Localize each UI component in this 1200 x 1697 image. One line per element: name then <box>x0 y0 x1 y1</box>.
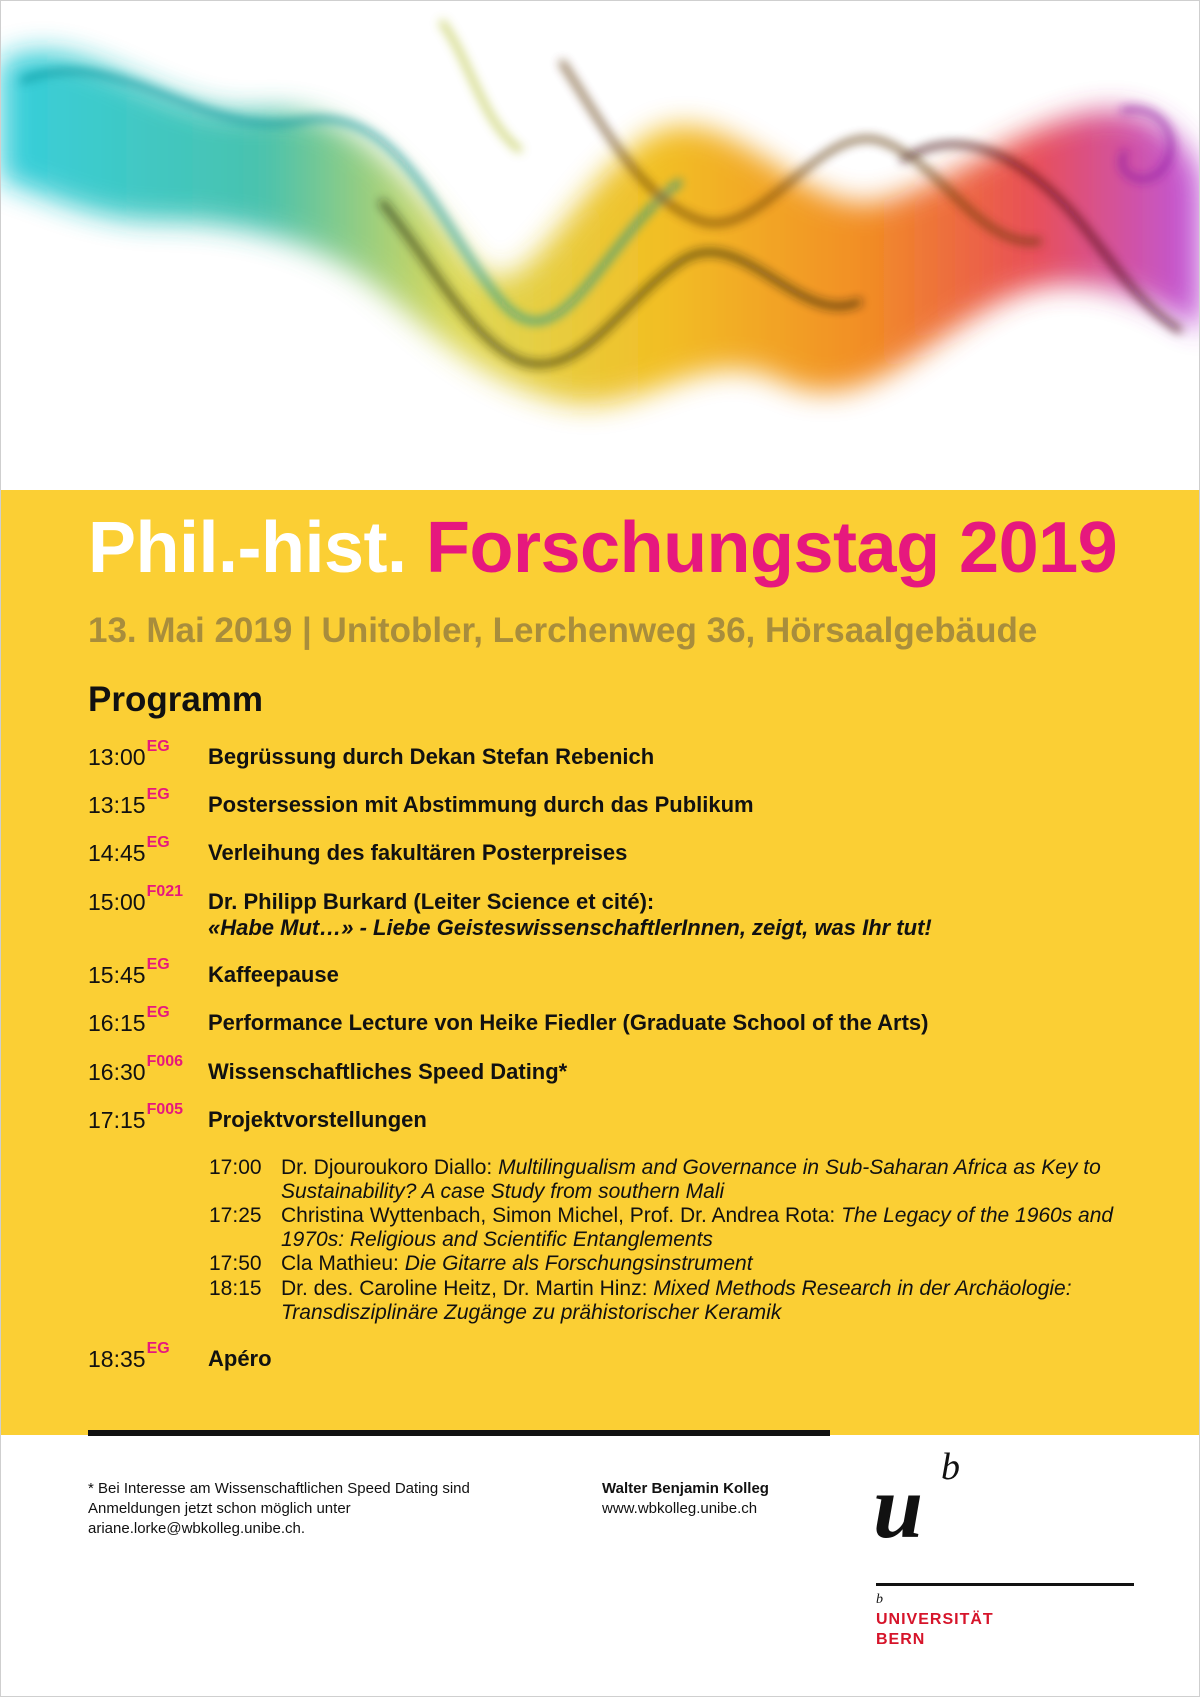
talk-item <box>209 1277 1139 1325</box>
talk-speaker: Dr. des. Caroline Heitz, Dr. Martin Hinz: <box>281 1277 648 1300</box>
talk-title: Die Gitarre als Forschungsinstrument <box>404 1252 753 1275</box>
unibe-logo-b: b <box>941 1446 960 1488</box>
talk-time: 17:25 <box>209 1204 262 1227</box>
talk-time: 18:15 <box>209 1277 262 1300</box>
speed-dating-note: * Bei Interesse am Wissenschaftlichen Speed Dating sind Anmeldungen jetzt schon möglich unter ariane.lorke@wbkolleg.unibe.ch. <box>88 1479 548 1539</box>
talk-speaker: Cla Mathieu: <box>281 1252 399 1275</box>
talk-speaker: Dr. Djouroukoro Diallo: <box>281 1156 493 1179</box>
room-label: EG <box>146 738 170 755</box>
talk-text <box>281 1252 1141 1276</box>
schedule-time: $15:00^{F021}$ <box>88 883 184 915</box>
talk-time: 17:50 <box>209 1252 262 1275</box>
talk-time: 17:00 <box>209 1156 262 1179</box>
schedule-label: Wissenschaftliches Speed Dating* <box>208 1059 568 1084</box>
talk-item <box>209 1156 1139 1204</box>
organizer-name: Walter Benjamin Kolleg <box>602 1480 769 1497</box>
organizer-block <box>602 1479 862 1519</box>
room-label: F006 <box>146 1053 184 1070</box>
schedule-time: $16:30^{F006}$ <box>88 1053 184 1085</box>
unibe-logo-u: u <box>873 1458 924 1557</box>
talk-text <box>281 1277 1141 1325</box>
event-date-location: 13. Mai 2019 | Unitobler, Lerchenweg 36, Hörsaalgebäude <box>88 611 1038 650</box>
schedule-label: Projektvorstellungen <box>208 1107 427 1132</box>
title-prefix: Phil.-hist. <box>88 508 407 588</box>
schedule-time: $15:45^{EG}$ <box>88 956 170 988</box>
contact-email[interactable]: ariane.lorke@wbkolleg.unibe.ch. <box>88 1520 306 1537</box>
title-main: Forschungstag 2019 <box>426 508 1118 588</box>
organizer-website-link[interactable]: www.wbkolleg.unibe.ch <box>602 1500 758 1517</box>
schedule-time: $18:35^{EG}$ <box>88 1340 170 1372</box>
schedule-label <box>208 889 932 941</box>
page-title <box>88 507 1117 589</box>
unibe-logo-small-b: b <box>876 1592 883 1607</box>
schedule-time: $17:15^{F005}$ <box>88 1101 184 1133</box>
talk-title: Multilingualism and Governance in Sub-Saharan Africa as Key to Sustainability? A case Study from southern Mali <box>281 1156 1101 1203</box>
room-label: F021 <box>146 883 184 900</box>
unibe-logo-text-line2: BERN <box>876 1631 926 1648</box>
schedule-label: Verleihung des fakultären Posterpreises <box>208 840 628 865</box>
schedule-time: $13:00^{EG}$ <box>88 738 170 770</box>
room-label: F005 <box>146 1101 184 1118</box>
schedule-time: $16:15^{EG}$ <box>88 1004 170 1036</box>
schedule-label: Postersession mit Abstimmung durch das Publikum <box>208 792 754 817</box>
schedule-time: $14:45^{EG}$ <box>88 834 170 866</box>
unibe-logo-text-line1: UNIVERSITÄT <box>876 1611 994 1628</box>
room-label: EG <box>146 834 170 851</box>
talk-title: The Legacy of the 1960s and 1970s: Religious and Scientific Entanglements <box>281 1204 1114 1251</box>
schedule-time: $13:15^{EG}$ <box>88 786 170 818</box>
room-label: EG <box>146 1340 170 1357</box>
schedule-label: Kaffeepause <box>208 962 339 987</box>
program-heading: Programm <box>88 680 264 719</box>
room-label: EG <box>146 786 170 803</box>
footer-divider <box>88 1430 830 1436</box>
talk-title: Mixed Methods Research in der Archäologie: Transdisziplinäre Zugänge zu prähistorischer Keramik <box>281 1277 1072 1324</box>
schedule-label: Apéro <box>208 1346 272 1371</box>
talk-text <box>281 1156 1141 1204</box>
talk-speaker: Christina Wyttenbach, Simon Michel, Prof. Dr. Andrea Rota: <box>281 1204 836 1227</box>
schedule-label-line1: Dr. Philipp Burkard (Leiter Science et cité): <box>208 889 655 914</box>
schedule-label: Performance Lecture von Heike Fiedler (Graduate School of the Arts) <box>208 1010 929 1035</box>
room-label: EG <box>146 956 170 973</box>
smoke-hero-image <box>1 1 1200 490</box>
room-label: EG <box>146 1004 170 1021</box>
schedule-label-subtitle: «Habe Mut…» - Liebe GeisteswissenschaftlerInnen, zeigt, was Ihr tut! <box>208 915 932 940</box>
talk-item <box>209 1252 1139 1276</box>
schedule-label: Begrüssung durch Dekan Stefan Rebenich <box>208 744 655 769</box>
logo-divider <box>876 1583 1134 1586</box>
talk-item <box>209 1204 1139 1252</box>
talk-text <box>281 1204 1141 1252</box>
